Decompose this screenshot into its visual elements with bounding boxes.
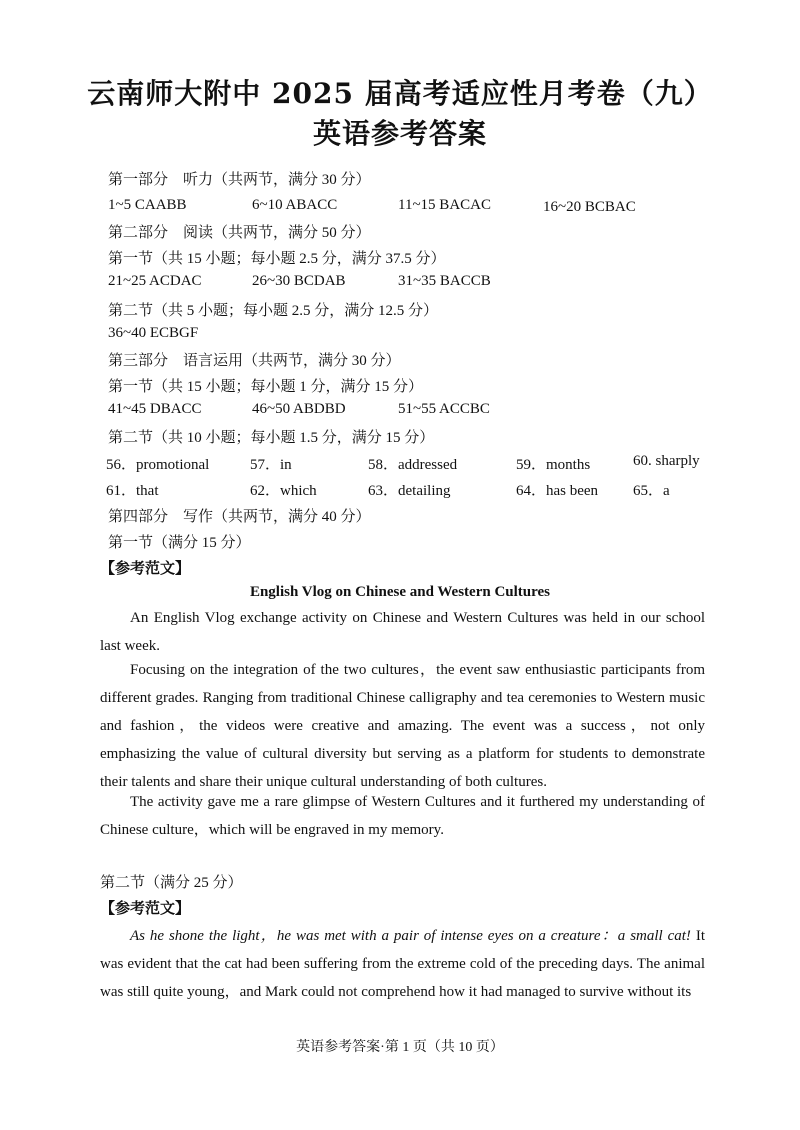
part4-heading: 第四部分 写作（共两节，满分 40 分） xyxy=(108,509,371,525)
part2-heading: 第二部分 阅读（共两节，满分 50 分） xyxy=(108,225,371,241)
answer-group: 16~20 BCBAC xyxy=(543,199,636,215)
fill-answer: 62．which xyxy=(250,483,317,499)
fill-answer: 65．a xyxy=(633,483,670,499)
answer-group: 26~30 BCDAB xyxy=(252,273,346,289)
part2-section1-heading: 第一节（共 15 小题；每小题 2.5 分，满分 37.5 分） xyxy=(108,251,446,267)
answer-group: 36~40 ECBGF xyxy=(108,325,199,341)
sample-essay-label: 【参考范文】 xyxy=(100,901,191,917)
continuation-lead-sentence: As he shone the light，he was met with a pair of intense eyes on a creature：a small cat! xyxy=(130,928,691,944)
essay-title: English Vlog on Chinese and Western Cultures xyxy=(249,584,551,600)
answer-group: 41~45 DBACC xyxy=(108,401,202,417)
fill-answer: 61．that xyxy=(106,483,159,499)
answer-group: 46~50 ABDBD xyxy=(252,401,346,417)
answer-group: 51~55 ACCBC xyxy=(398,401,490,417)
fill-answer: 56．promotional xyxy=(106,457,210,473)
essay-paragraph: Focusing on the integration of the two cultures，the event saw enthusiastic participants from different grades. Ranging from traditional Chinese calligraphy and tea ceremonies to Western music and fashion，the videos were creative and amazing. The event was a success，not only emphasizing the value of cultural diversity but serving as a platform for students to demonstrate their talents and share their unique cultural understanding of both cultures. xyxy=(100,662,705,790)
sample-essay-label: 【参考范文】 xyxy=(100,561,191,577)
answer-group: 6~10 ABACC xyxy=(252,197,338,213)
fill-answer: 63．detailing xyxy=(368,483,451,499)
part1-heading: 第一部分 听力（共两节，满分 30 分） xyxy=(108,172,371,188)
fill-answer: 59．months xyxy=(516,457,591,473)
answer-group: 31~35 BACCB xyxy=(398,273,491,289)
page-footer: 英语参考答案·第 1 页（共 10 页） xyxy=(296,1040,504,1055)
answer-group: 1~5 CAABB xyxy=(108,197,187,213)
fill-answer: 58．addressed xyxy=(368,457,458,473)
part4-section2-heading: 第二节（满分 25 分） xyxy=(100,875,243,891)
answer-group: 21~25 ACDAC xyxy=(108,273,202,289)
document-title: 云南师大附中 2025 届高考适应性月考卷（九） xyxy=(87,77,713,110)
part3-section1-heading: 第一节（共 15 小题；每小题 1 分，满分 15 分） xyxy=(108,379,424,395)
continuation-paragraph xyxy=(100,922,705,1006)
continuation-text: It was evident that the cat had been suffering from the extreme cold of the preceding days. The animal was still quite young，and Mark could not comprehend how it had managed to survive without its xyxy=(100,928,705,1000)
part4-section1-heading: 第一节（满分 15 分） xyxy=(108,535,251,551)
part2-section2-heading: 第二节（共 5 小题；每小题 2.5 分，满分 12.5 分） xyxy=(108,303,439,319)
fill-answer: 64．has been xyxy=(516,483,599,499)
part3-heading: 第三部分 语言运用（共两节，满分 30 分） xyxy=(108,353,401,369)
fill-answer: 57．in xyxy=(250,457,292,473)
document-subtitle: 英语参考答案 xyxy=(312,117,487,150)
answer-group: 11~15 BACAC xyxy=(398,197,491,213)
fill-answer: 60. sharply xyxy=(633,453,700,469)
essay-paragraph: An English Vlog exchange activity on Chinese and Western Cultures was held in our school last week. xyxy=(100,610,705,654)
essay-paragraph: The activity gave me a rare glimpse of Western Cultures and it furthered my understanding of Chinese culture，which will be engraved in my memory. xyxy=(100,794,705,838)
part3-section2-heading: 第二节（共 10 小题；每小题 1.5 分，满分 15 分） xyxy=(108,430,435,446)
